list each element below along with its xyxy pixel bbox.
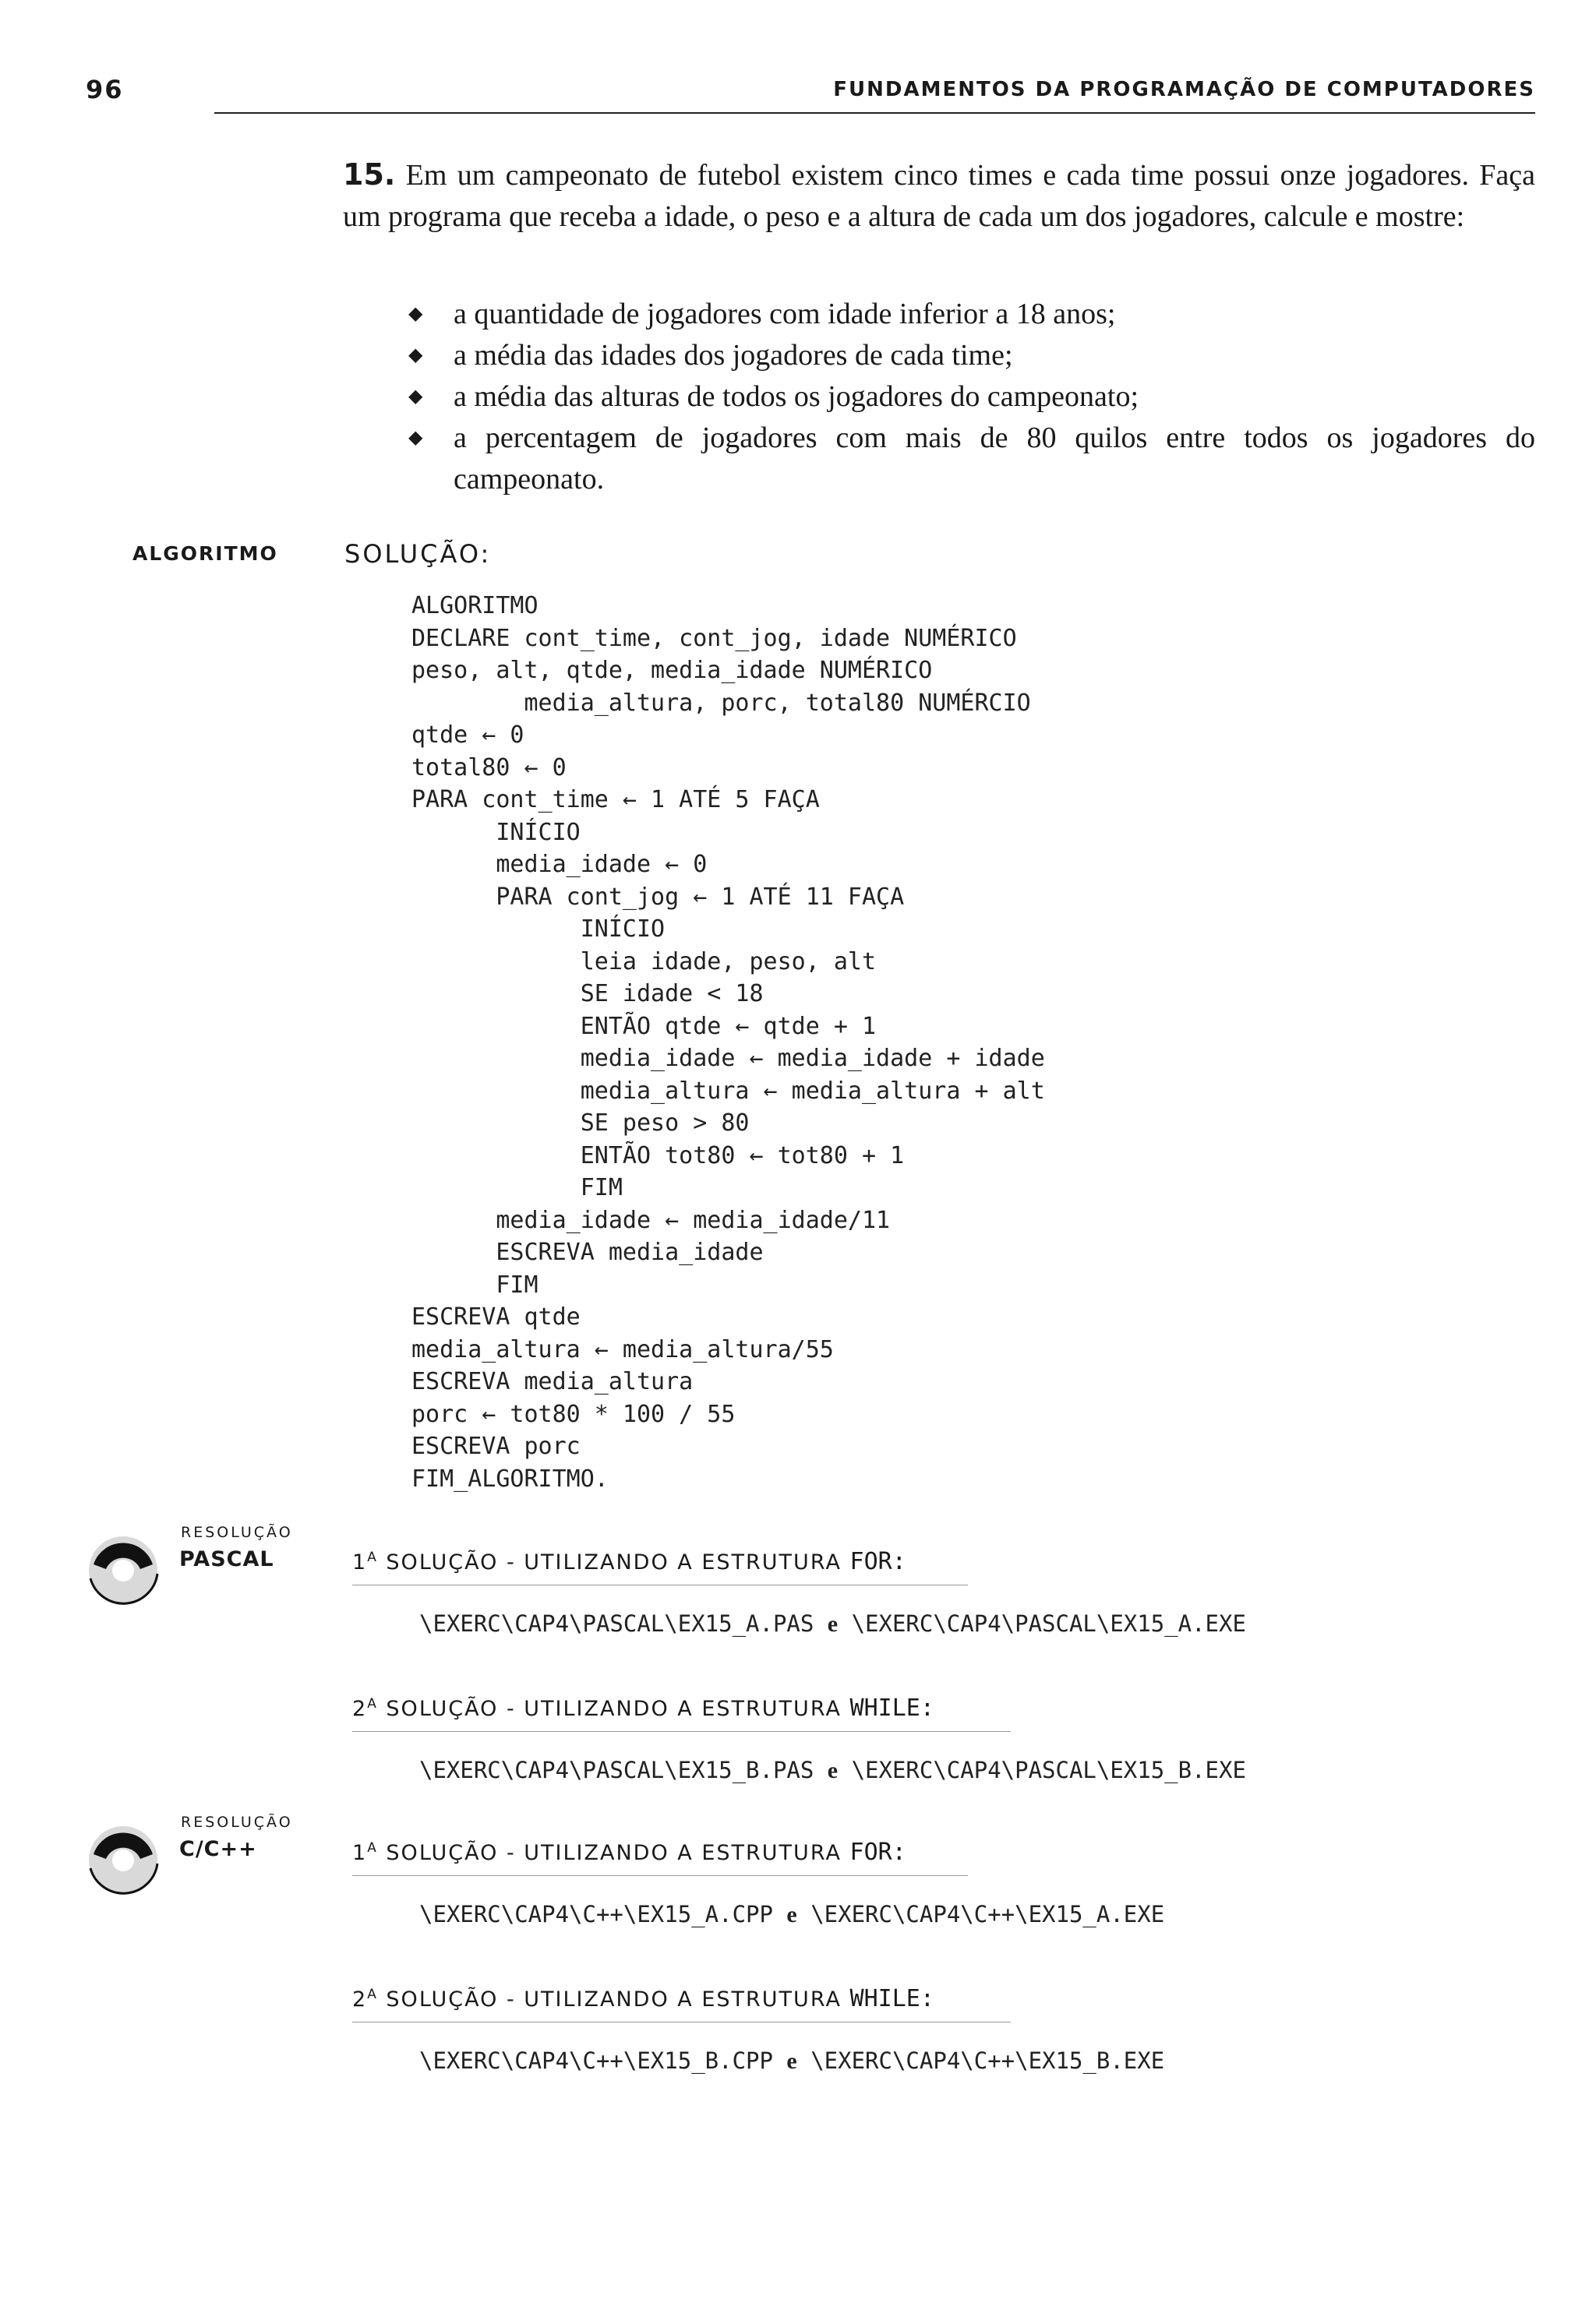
code-line: media_idade ← media_idade/11 <box>411 1206 891 1234</box>
code-line: media_idade ← 0 <box>411 851 708 878</box>
exercise-number: 15. <box>343 157 396 192</box>
pascal-solution-1-files <box>419 1610 1246 1638</box>
solution-ordinal-suffix: A <box>367 1550 378 1565</box>
source-file-path: \EXERC\CAP4\C++\EX15_A.CPP <box>419 1901 773 1927</box>
diamond-bullet-icon: ◆ <box>408 428 423 448</box>
cpp-solution-2-heading <box>352 1985 934 2012</box>
list-item <box>405 335 1535 376</box>
code-line: peso, alt, qtde, media_idade NUMÉRICO <box>411 657 933 684</box>
exercise-statement <box>343 154 1535 238</box>
executable-file-path: \EXERC\CAP4\PASCAL\EX15_A.EXE <box>851 1610 1246 1637</box>
pascal-solution-2-heading <box>352 1695 934 1722</box>
code-line: ESCREVA media_idade <box>411 1239 764 1266</box>
path-conjunction: e <box>827 1611 839 1637</box>
code-line: ESCREVA qtde <box>411 1303 581 1331</box>
algoritmo-side-label: ALGORITMO <box>132 542 278 565</box>
solution-ordinal-suffix: A <box>367 1696 378 1712</box>
exercise-text: Em um campeonato de futebol existem cinco times e cada time possui onze jogadores. Faça um programa que receba a idade, o peso e a altura de cada um dos jogadores, calcule e mostre: <box>343 159 1535 233</box>
cpp-solution-1-files <box>419 1901 1164 1928</box>
code-line: SE idade < 18 <box>411 980 764 1007</box>
code-line: FIM <box>411 1271 538 1299</box>
solution-ordinal-suffix: A <box>367 1840 378 1856</box>
disc-icon <box>86 1530 164 1608</box>
code-line: SE peso > 80 <box>411 1109 750 1137</box>
badge-caption: RESOLUÇÃO <box>181 1814 293 1831</box>
code-line: ESCREVA porc <box>411 1433 581 1460</box>
code-line: qtde ← 0 <box>411 721 524 749</box>
list-item <box>405 418 1535 500</box>
code-line: media_altura ← media_altura + alt <box>411 1077 1045 1105</box>
heading-rule <box>352 1731 1011 1732</box>
code-line: PARA cont_jog ← 1 ATÉ 11 FAÇA <box>411 883 905 911</box>
solution-keyword: WHILE: <box>849 1985 934 2012</box>
list-item <box>405 376 1535 418</box>
code-line: INÍCIO <box>411 818 581 846</box>
diamond-bullet-icon: ◆ <box>408 304 423 324</box>
header-rule <box>214 112 1535 114</box>
code-line: INÍCIO <box>411 915 666 943</box>
path-conjunction: e <box>786 1902 797 1927</box>
source-file-path: \EXERC\CAP4\PASCAL\EX15_B.PAS <box>419 1757 814 1783</box>
solution-heading-text: SOLUÇÃO - UTILIZANDO A ESTRUTURA <box>386 1550 842 1575</box>
badge-language: C/C++ <box>179 1837 257 1861</box>
solution-keyword: FOR: <box>849 1548 906 1575</box>
code-line: FIM_ALGORITMO. <box>411 1465 609 1493</box>
solution-heading-text: SOLUÇÃO - UTILIZANDO A ESTRUTURA <box>386 1987 842 2012</box>
list-item-text: a média das alturas de todos os jogadores do campeonato; <box>454 380 1139 413</box>
pascal-solution-1-heading <box>352 1548 906 1575</box>
path-conjunction: e <box>786 2048 797 2074</box>
solution-ordinal-suffix: A <box>367 1987 378 2002</box>
list-item-text: a percentagem de jogadores com mais de 80 quilos entre todos os jogadores do campeonato. <box>454 421 1535 495</box>
source-file-path: \EXERC\CAP4\PASCAL\EX15_A.PAS <box>419 1610 814 1637</box>
code-line: media_idade ← media_idade + idade <box>411 1045 1045 1072</box>
requirements-list <box>405 294 1535 500</box>
code-line: ALGORITMO <box>411 592 538 619</box>
badge-language: PASCAL <box>179 1547 274 1571</box>
heading-rule <box>352 1875 968 1876</box>
diamond-bullet-icon: ◆ <box>408 386 423 407</box>
path-conjunction: e <box>827 1758 839 1783</box>
page-header <box>86 75 1535 115</box>
code-line: media_altura ← media_altura/55 <box>411 1335 834 1363</box>
code-line: PARA cont_time ← 1 ATÉ 5 FAÇA <box>411 786 820 813</box>
solution-ordinal: 2 <box>352 1987 368 2012</box>
solution-heading: SOLUÇÃO: <box>344 539 492 569</box>
cpp-solution-1-heading <box>352 1839 906 1866</box>
disc-icon <box>86 1820 164 1898</box>
executable-file-path: \EXERC\CAP4\C++\EX15_A.EXE <box>810 1901 1165 1927</box>
pascal-solution-2-files <box>419 1757 1246 1784</box>
code-line: FIM <box>411 1174 623 1201</box>
code-line: total80 ← 0 <box>411 753 567 781</box>
solution-keyword: WHILE: <box>849 1695 934 1722</box>
executable-file-path: \EXERC\CAP4\PASCAL\EX15_B.EXE <box>851 1757 1246 1783</box>
code-line: leia idade, peso, alt <box>411 947 877 975</box>
list-item-text: a quantidade de jogadores com idade inferior a 18 anos; <box>454 298 1116 330</box>
code-line: ENTÃO qtde ← qtde + 1 <box>411 1012 877 1040</box>
cpp-solution-2-files <box>419 2047 1164 2075</box>
solution-ordinal: 2 <box>352 1697 368 1721</box>
solution-heading-text: SOLUÇÃO - UTILIZANDO A ESTRUTURA <box>386 1841 842 1865</box>
solution-heading-text: SOLUÇÃO - UTILIZANDO A ESTRUTURA <box>386 1697 842 1721</box>
code-line: media_altura, porc, total80 NUMÉRCIO <box>411 689 1031 717</box>
code-line: ENTÃO tot80 ← tot80 + 1 <box>411 1141 905 1169</box>
page-number: 96 <box>86 75 124 104</box>
solution-ordinal: 1 <box>352 1841 368 1865</box>
solution-keyword: FOR: <box>849 1839 906 1866</box>
solution-ordinal: 1 <box>352 1550 368 1575</box>
list-item-text: a média das idades dos jogadores de cada time; <box>454 339 1013 372</box>
running-title: FUNDAMENTOS DA PROGRAMAÇÃO DE COMPUTADORES <box>833 78 1535 101</box>
executable-file-path: \EXERC\CAP4\C++\EX15_B.EXE <box>810 2047 1165 2074</box>
code-line: porc ← tot80 * 100 / 55 <box>411 1400 736 1428</box>
list-item <box>405 294 1535 335</box>
code-line: ESCREVA media_altura <box>411 1368 694 1395</box>
code-line: DECLARE cont_time, cont_jog, idade NUMÉRICO <box>411 624 1017 652</box>
source-file-path: \EXERC\CAP4\C++\EX15_B.CPP <box>419 2047 773 2074</box>
algorithm-code-block <box>411 590 1045 1495</box>
badge-caption: RESOLUÇÃO <box>181 1524 293 1541</box>
diamond-bullet-icon: ◆ <box>408 345 423 365</box>
